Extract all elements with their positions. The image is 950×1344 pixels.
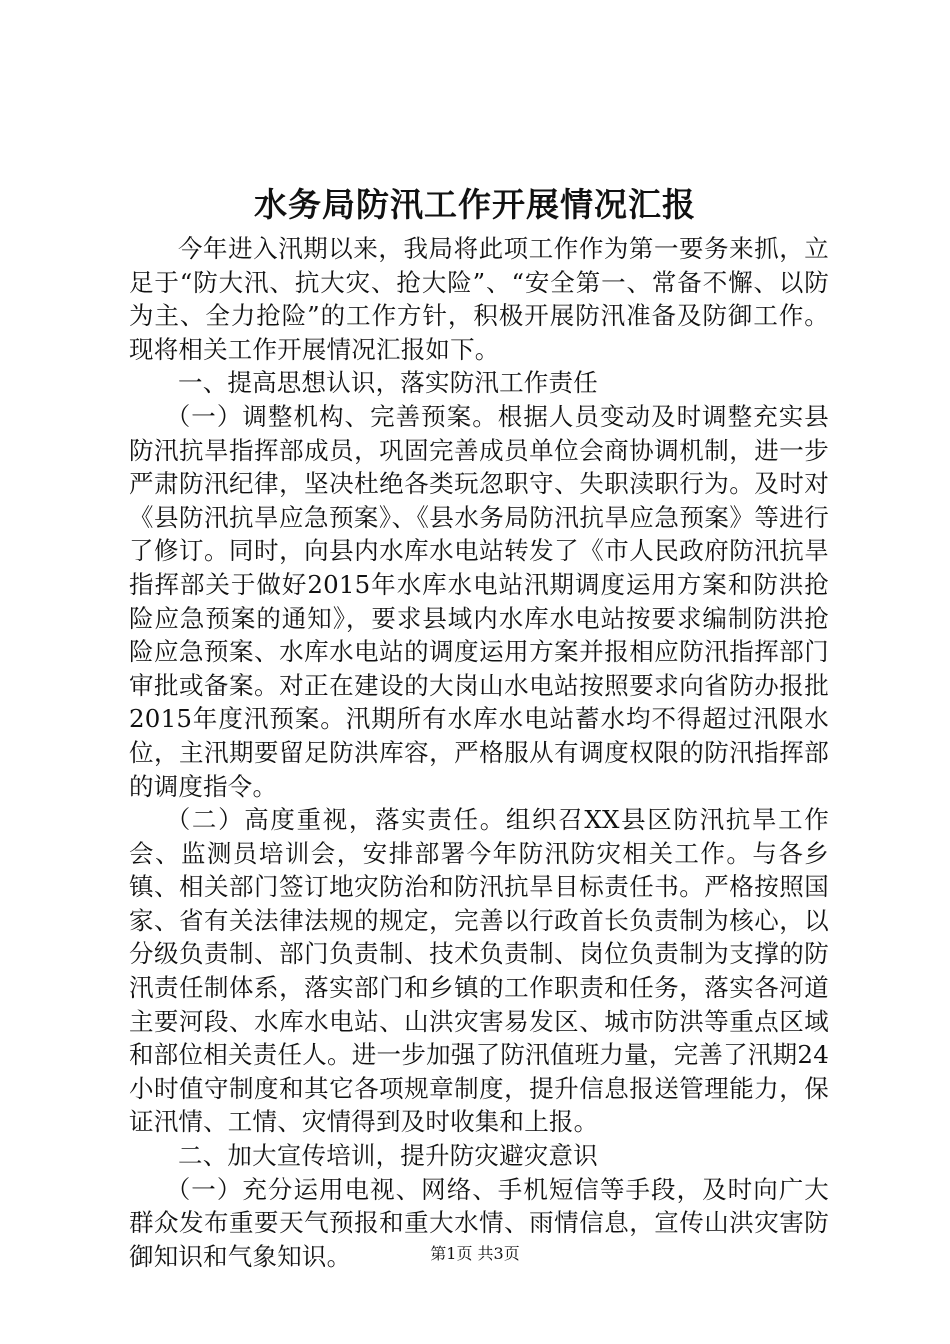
document-title: 水务局防汛工作开展情况汇报: [254, 185, 696, 224]
document-body: [129, 232, 829, 1273]
section-2-paragraph-1: （一）充分运用电视、网络、手机短信等手段，及时向广大群众发布重要天气预报和重大水情、雨情信息，宣传山洪灾害防御知识和气象知识。: [129, 1174, 829, 1271]
page-footer: 第1页 共3页: [430, 1244, 520, 1263]
intro-paragraph: 今年进入汛期以来，我局将此项工作作为第一要务来抓，立足于“防大汛、抗大灾、抢大险”、“安全第一、常备不懈、以防为主、全力抢险”的工作方针，积极开展防汛准备及防御工作。现将相关工作开展情况汇报如下。: [129, 234, 829, 364]
section-1-heading: 一、提高思想认识，落实防汛工作责任: [178, 368, 598, 398]
section-1-paragraph-2: （二）高度重视，落实责任。组织召XX县区防汛抗旱工作会、监测员培训会，安排部署今年防汛防灾相关工作。与各乡镇、相关部门签订地灾防治和防汛抗旱目标责任书。严格按照国家、省有关法律法规的规定，完善以行政首长负责制为核心，以分级负责制、部门负责制、技术负责制、岗位负责制为支撑的防汛责任制体系，落实部门和乡镇的工作职责和任务，落实各河道主要河段、水库水电站、山洪灾害易发区、城市防洪等重点区域和部位相关责任人。进一步加强了防汛值班力量，完善了汛期24小时值守制度和其它各项规章制度，提升信息报送管理能力，保证汛情、工情、灾情得到及时收集和上报。: [129, 805, 829, 1137]
section-1-paragraph-1: （一）调整机构、完善预案。根据人员变动及时调整充实县防汛抗旱指挥部成员，巩固完善成员单位会商协调机制，进一步严肃防汛纪律，坚决杜绝各类玩忽职守、失职渎职行为。及时对《县防汛抗旱应急预案》、《县水务局防汛抗旱应急预案》等进行了修订。同时，向县内水库水电站转发了《市人民政府防汛抗旱指挥部关于做好2015年水库水电站汛期调度运用方案和防洪抢险应急预案的通知》，要求县域内水库水电站按要求编制防洪抢险应急预案、水库水电站的调度运用方案并报相应防汛指挥部门审批或备案。对正在建设的大岗山水电站按照要求向省防办报批2015年度汛预案。汛期所有水库水电站蓄水均不得超过汛限水位，主汛期要留足防洪库容，严格服从有调度权限的防汛指挥部的调度指令。: [129, 401, 829, 801]
section-2-heading: 二、加大宣传培训，提升防灾避灾意识: [178, 1141, 598, 1171]
